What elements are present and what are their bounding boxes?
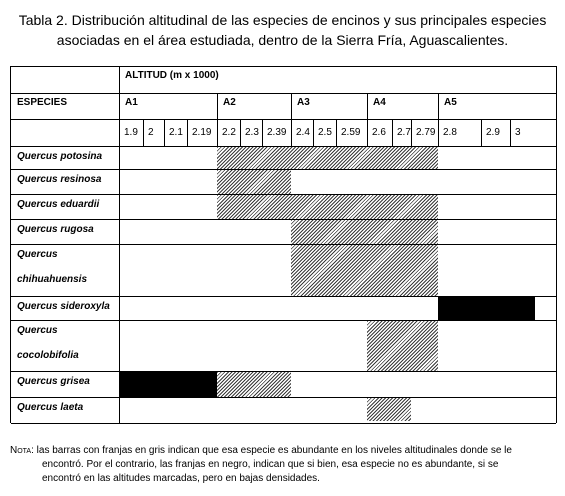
altitude-tick: 2.9 [486,127,500,138]
distribution-bar [367,398,411,421]
altitude-tick: 3 [515,127,521,138]
zone-label-a3: A3 [297,97,310,108]
distribution-bar [291,220,438,244]
altitude-tick: 2.2 [222,127,236,138]
altitude-tick: 2.59 [341,127,361,138]
tick-divider-line [392,119,393,146]
table-bottom-border [11,423,556,424]
altitude-tick: 2.7 [397,127,411,138]
distribution-bar [217,372,291,397]
tick-divider-line [313,119,314,146]
species-name: Quercus potosina [17,151,103,162]
header-divider [11,93,556,94]
tick-divider-line [262,119,263,146]
row-divider [11,397,556,398]
altitude-tick: 1.9 [124,127,138,138]
altitude-tick: 2.6 [372,127,386,138]
tick-divider-line [240,119,241,146]
altitude-tick: 2.4 [296,127,310,138]
tick-divider-line [336,119,337,146]
note-line-3: encontró en las altitudes marcadas, pero en bajas densidades. [42,473,320,484]
tick-divider-line [510,119,511,146]
table-caption [0,10,565,50]
altitude-tick: 2.1 [169,127,183,138]
distribution-bar [291,245,438,296]
distribution-bar [438,297,535,320]
distribution-bar [119,372,217,397]
distribution-bar [217,170,291,194]
zone-label-a2: A2 [223,97,236,108]
zone-label-a4: A4 [373,97,386,108]
species-name: Quercus eduardii [17,199,100,210]
altitude-header: ALTITUD (m x 1000) [125,70,219,81]
caption-line-2: asociadas en el área estudiada, dentro de la Sierra Fría, Aguascalientes. [56,32,509,48]
zone-label-a5: A5 [444,97,457,108]
tick-divider-line [143,119,144,146]
altitude-tick: 2.3 [245,127,259,138]
zone-divider-line [367,93,368,146]
zone-label-a1: A1 [125,97,138,108]
species-name: Quercus rugosa [17,224,94,235]
altitude-tick: 2.19 [192,127,212,138]
species-name: Quercus sideroxyla [17,301,110,312]
altitude-distribution-table [10,66,557,423]
distribution-bar [217,195,438,219]
distribution-bar [367,321,438,371]
species-header: ESPECIES [17,97,68,108]
zone-divider-line [217,93,218,146]
table-note [10,444,555,486]
note-line-2: encontró. Por el contrario, las franjas en negro, indican que si bien, esa especie no es abundante, si se [42,459,499,470]
note-label: Nota: [10,445,34,456]
row-divider [11,244,556,245]
row-divider [11,219,556,220]
zone-divider-line [438,93,439,146]
row-divider [11,320,556,321]
note-line-1: las barras con franjas en gris indican que esa especie es abundante en los niveles altitudinales donde se le [36,445,512,456]
altitude-tick: 2 [148,127,154,138]
altitude-tick: 2.39 [267,127,287,138]
species-name: Quercus grisea [17,376,90,387]
altitude-tick: 2.8 [443,127,457,138]
species-name: Quercus [17,325,58,336]
altitude-tick: 2.79 [416,127,436,138]
altitude-tick: 2.5 [318,127,332,138]
tick-divider-line [164,119,165,146]
species-name: Quercus [17,249,58,260]
zone-divider-line [291,93,292,146]
tick-divider-line [481,119,482,146]
tick-divider-line [187,119,188,146]
tick-divider-line [411,119,412,146]
species-name-cont: chihuahuensis [17,274,88,285]
caption-line-1: Tabla 2. Distribución altitudinal de las especies de encinos y sus principales especies [18,12,547,28]
species-name: Quercus resinosa [17,174,102,185]
species-name-cont: cocolobifolia [17,350,79,361]
distribution-bar [217,147,438,169]
zone-divider [11,119,556,120]
table-top-border [11,66,556,67]
species-name: Quercus laeta [17,402,84,413]
species-column-divider [119,66,120,423]
